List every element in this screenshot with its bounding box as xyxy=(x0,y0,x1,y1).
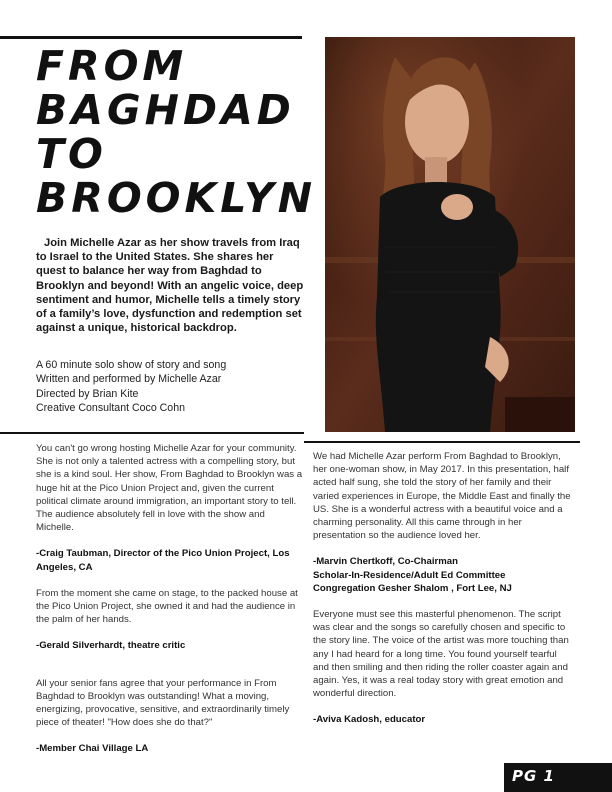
testimonial-quote: We had Michelle Azar perform From Baghdad to Brooklyn, her one-woman show, in May 2017. In this presentation, half acted half sung, she told the story of her family and their varied experiences in Europe, the Middle East and finally the US. She is a wonderful actress with a beautiful voice and a charming personality. All this came through in her presentation so the audience loved her. xyxy=(313,451,571,542)
credit-line: Written and performed by Michelle Azar xyxy=(36,373,222,386)
testimonial-attribution-block xyxy=(313,555,575,595)
page-number: PG 1 xyxy=(512,767,555,785)
testimonial-quote: Everyone must see this masterful phenomenon. The script was clear and the songs so carefully chosen and specific to the story line. The voice of the artist was more touching than any I had heard for a long time. You found yourself tearful and then smiling and then riding the roller coaster again and again. Yes, it was a real today story with great emotion and wonderful direction. xyxy=(313,609,569,700)
page-title xyxy=(36,42,317,222)
section-rule-left xyxy=(0,432,304,434)
title-line: BROOKLYN xyxy=(36,174,317,222)
testimonial-attribution: -Gerald Silverhardt, theatre critic xyxy=(36,640,186,652)
testimonial-quote: From the moment she came on stage, to the packed house at the Pico Union Project, she owned it and had the audience in the palm of her hands. xyxy=(36,587,298,626)
performer-photo-art xyxy=(325,37,575,432)
testimonial-attribution: -Aviva Kadosh, educator xyxy=(313,714,426,726)
title-line: FROM xyxy=(36,42,188,90)
title-line: TO xyxy=(36,130,107,178)
title-line: BAGHDAD xyxy=(36,86,295,134)
testimonials-right-column xyxy=(313,450,575,727)
credit-line: A 60 minute solo show of story and song xyxy=(36,359,227,371)
testimonial-attribution: -Member Chai Village LA xyxy=(36,743,149,755)
credit-line: Directed by Brian Kite xyxy=(36,387,139,400)
top-rule xyxy=(0,36,302,39)
testimonial-attribution: Scholar-In-Residence/Adult Ed Committee xyxy=(313,569,506,581)
testimonial-quote: All your senior fans agree that your performance in From Baghdad to Brooklyn was outstanding! What a moving, energizing, provocative, sensitive, and extraordinarily timely piece of theater! "How does she do that?" xyxy=(36,677,290,729)
testimonials-left-column xyxy=(36,442,304,756)
testimonial-attribution: -Craig Taubman, Director of the Pico Union Project, Los Angeles, CA xyxy=(36,548,290,573)
credit-line: Creative Consultant Coco Cohn xyxy=(36,401,185,414)
testimonial-quote: You can't go wrong hosting Michelle Azar for your community. She is not only a talented actress with a compelling story, but she is a kind soul. Her show, From Baghdad to Brooklyn was a huge hit at the Pico Union Project and, given the current political climate around immigration, an important story to tell. The audience absolutely fell in love with the show and Michelle. xyxy=(36,443,303,534)
performer-photo xyxy=(325,37,575,432)
credits-list xyxy=(36,358,304,415)
intro-paragraph: Join Michelle Azar as her show travels from Iraq to Israel to the United States. She shares her quest to balance her way from Baghdad to Brooklyn and beyond! With an angelic voice, deep sentiment and humor, Michelle tells a timely story of a family’s love, dysfunction and redemption set against a unique, historical backdrop. xyxy=(36,237,304,335)
section-rule-right xyxy=(304,441,580,443)
testimonial-attribution: Congregation Gesher Shalom , Fort Lee, NJ xyxy=(313,582,512,594)
testimonial-attribution: -Marvin Chertkoff, Co-Chairman xyxy=(313,556,458,568)
